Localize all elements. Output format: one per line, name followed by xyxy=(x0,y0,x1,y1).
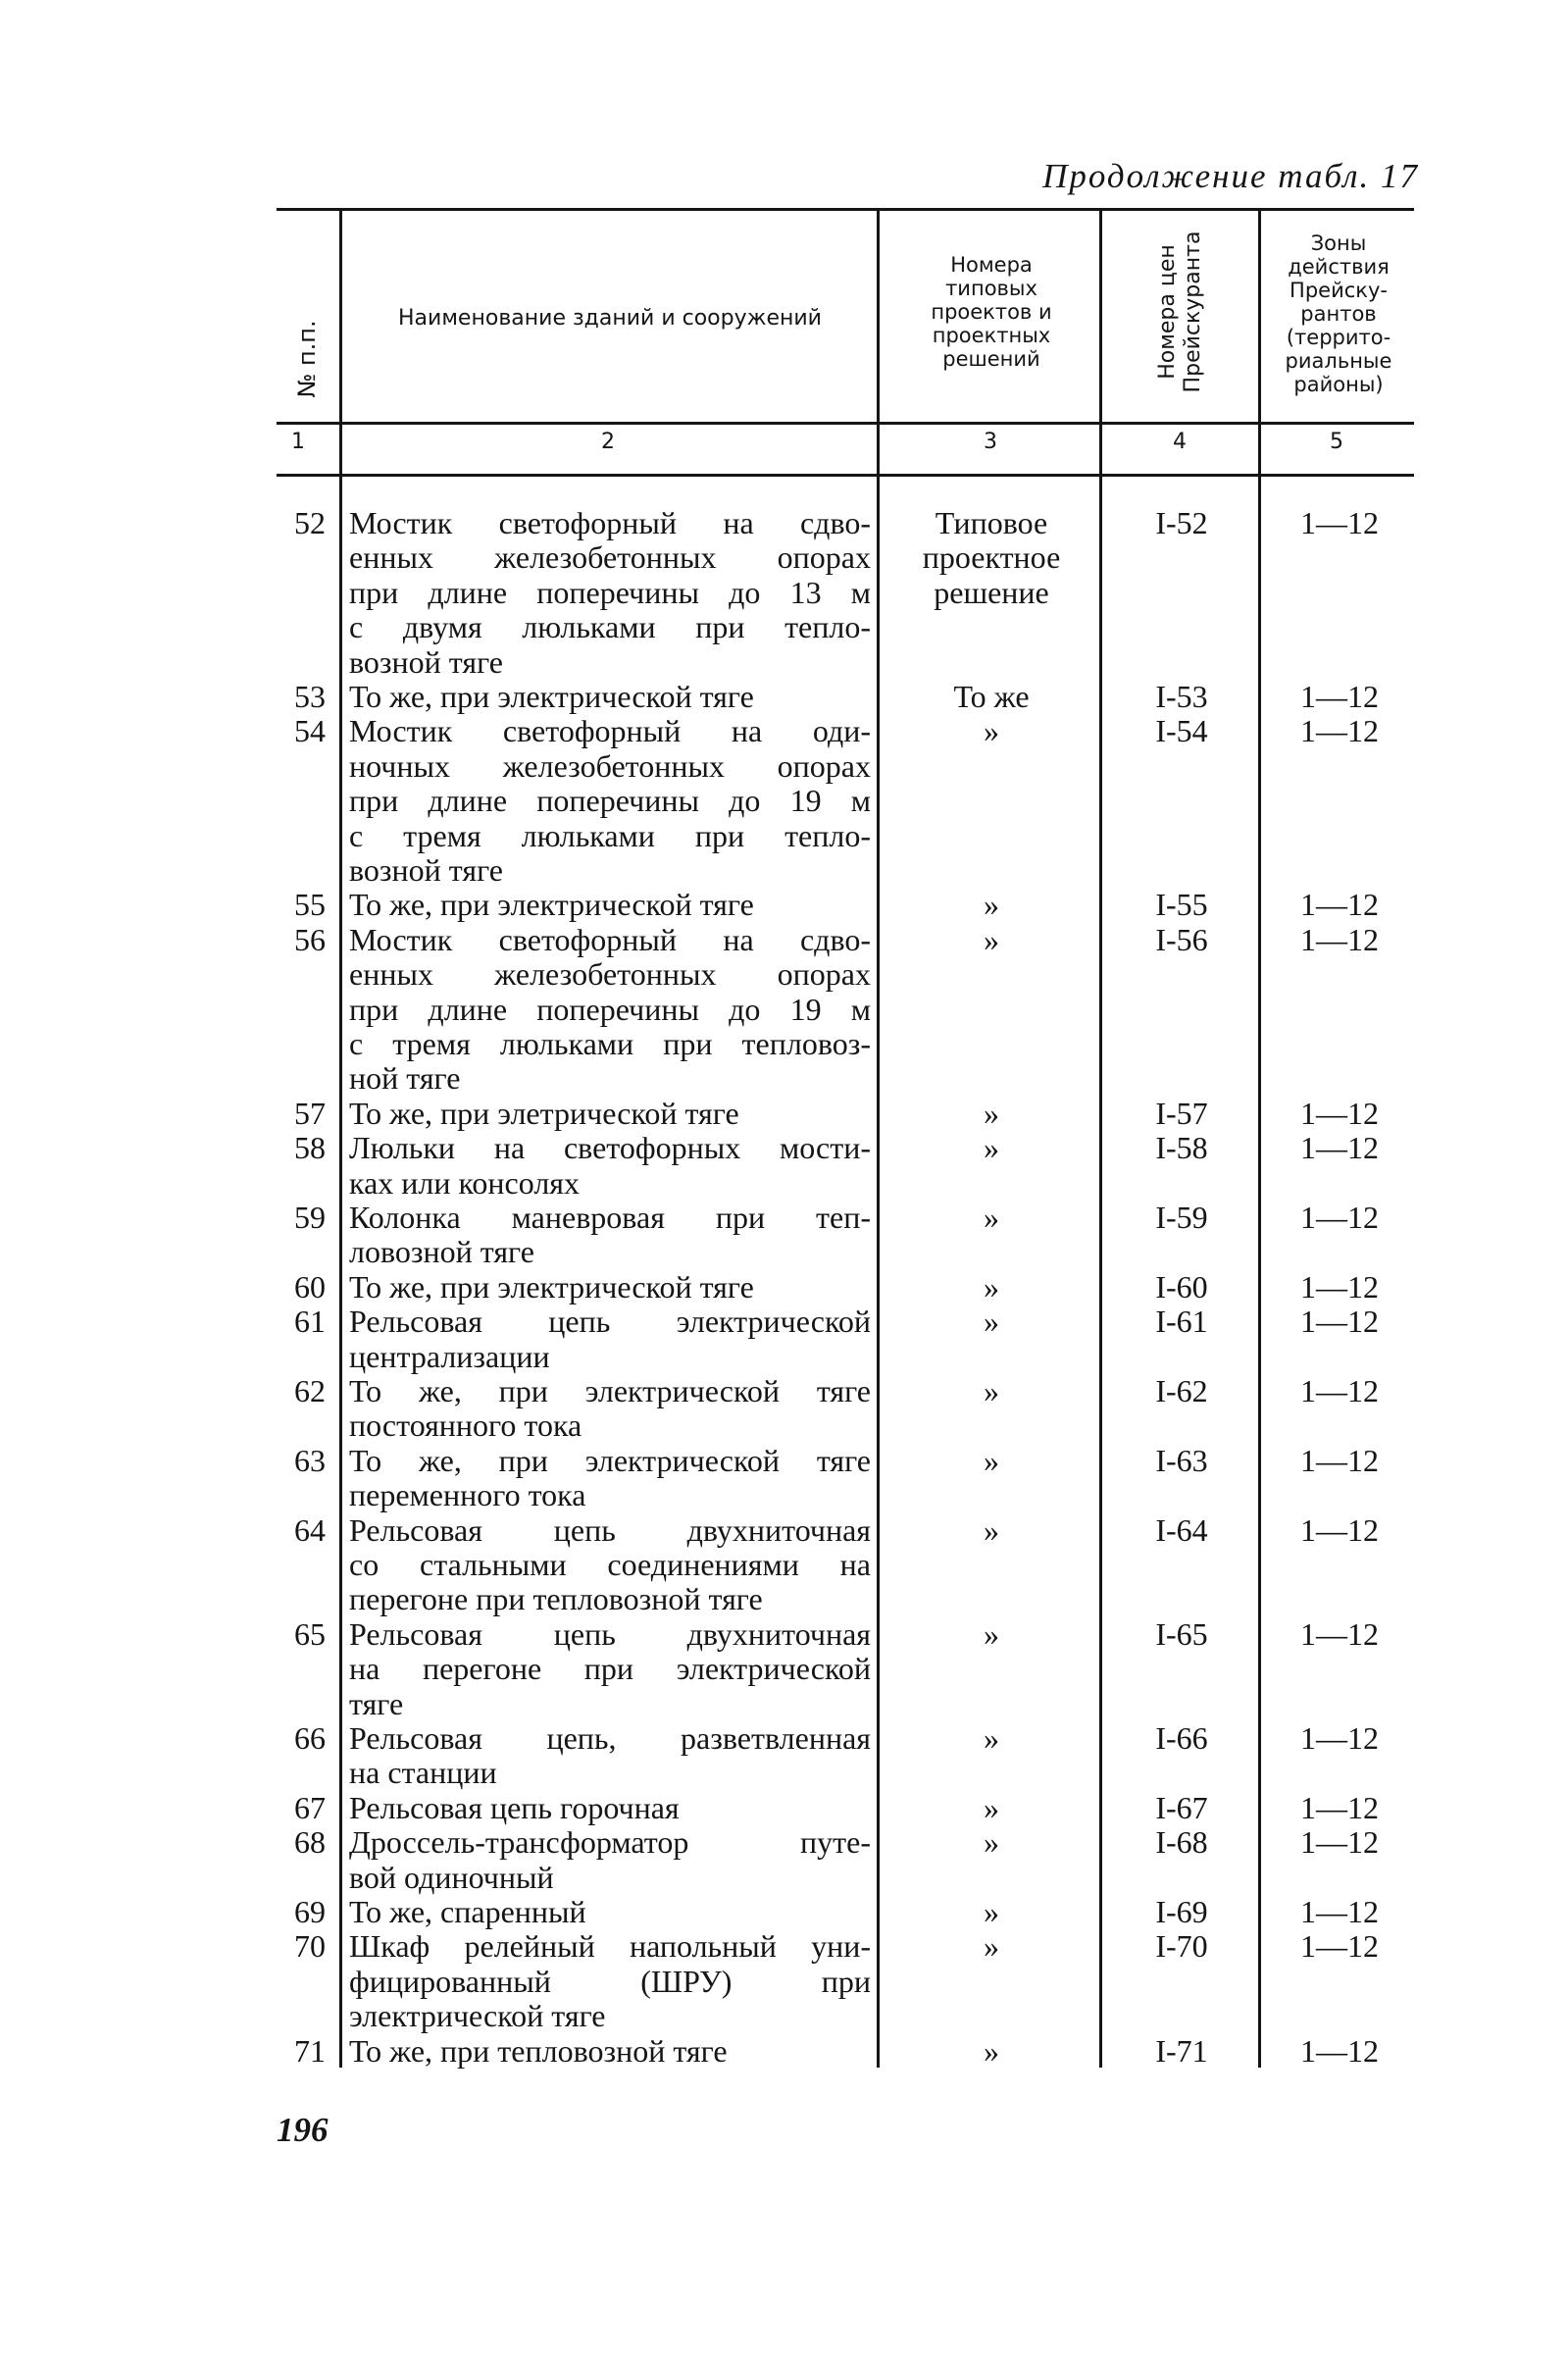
table-caption: Продолжение табл. 17 xyxy=(1042,157,1419,195)
project-ref-line: решение xyxy=(934,574,1049,610)
project-ref xyxy=(883,1444,1100,1478)
structure-name xyxy=(349,1721,871,1791)
structure-name xyxy=(349,1513,871,1617)
structure-name-line: на перегоне при электрической xyxy=(349,1651,871,1687)
price-number: I-71 xyxy=(1155,2032,1208,2069)
project-ref xyxy=(883,1825,1100,1860)
zones: 1—12 xyxy=(1300,1200,1379,1235)
structure-name-line: со стальными соединениями на xyxy=(349,1547,871,1582)
price-number: I-62 xyxy=(1155,1373,1208,1408)
structure-name-line: То же, при тепловозной тяге xyxy=(349,2032,728,2069)
project-ref-line: » xyxy=(984,1720,999,1756)
structure-name-line: Мостик светофорный на сдво- xyxy=(349,921,871,957)
row-number: 59 xyxy=(294,1200,326,1235)
zones: 1—12 xyxy=(1300,1720,1379,1756)
row-number: 63 xyxy=(294,1442,326,1478)
project-ref xyxy=(883,1513,1100,1548)
structure-name xyxy=(349,1791,871,1825)
zones: 1—12 xyxy=(1300,1928,1379,1965)
structure-name-line: централизации xyxy=(349,1338,550,1374)
price-number: I-64 xyxy=(1155,1511,1208,1548)
column-number: 3 xyxy=(984,430,997,454)
row-number: 69 xyxy=(294,1894,326,1929)
row-number: 65 xyxy=(294,1615,326,1652)
structure-name xyxy=(349,1131,871,1201)
structure-name xyxy=(349,1617,871,1721)
project-ref-line: » xyxy=(984,1789,999,1825)
project-ref-line: » xyxy=(984,1894,999,1929)
project-ref-line: » xyxy=(984,1200,999,1235)
structure-name xyxy=(349,714,871,888)
project-ref xyxy=(883,714,1100,748)
row-number: 66 xyxy=(294,1720,326,1756)
structure-name-line: перегоне при тепловозной тяге xyxy=(349,1581,763,1617)
structure-name xyxy=(349,2034,871,2069)
row-number: 60 xyxy=(294,1268,326,1304)
project-ref-line: » xyxy=(984,1095,999,1131)
structure-name-line: ночных железобетонных опорах xyxy=(349,747,871,784)
zones: 1—12 xyxy=(1300,1095,1379,1131)
price-number: I-61 xyxy=(1155,1304,1208,1340)
structure-name-line: Люльки на светофорных мости- xyxy=(349,1130,871,1166)
project-ref xyxy=(883,1721,1100,1756)
project-ref-line: » xyxy=(984,887,999,923)
structure-name xyxy=(349,923,871,1097)
structure-name xyxy=(349,1825,871,1895)
structure-name-line: фицированный (ШРУ) при xyxy=(349,1963,871,1999)
structure-name-line: с тремя люльками при тепло- xyxy=(349,817,871,853)
structure-name xyxy=(349,1304,871,1374)
structure-name-line: ной тяге xyxy=(349,1060,461,1097)
row-number: 62 xyxy=(294,1373,326,1408)
project-ref-line: » xyxy=(984,1373,999,1408)
structure-name-line: постоянного тока xyxy=(349,1407,582,1444)
project-ref-line: » xyxy=(984,1130,999,1166)
project-ref-line: » xyxy=(984,1928,999,1965)
project-ref xyxy=(883,1270,1100,1304)
zones: 1—12 xyxy=(1300,505,1379,540)
price-number: I-60 xyxy=(1155,1268,1208,1304)
zones: 1—12 xyxy=(1300,713,1379,749)
zones: 1—12 xyxy=(1300,1511,1379,1548)
row-number: 53 xyxy=(294,679,326,714)
zones: 1—12 xyxy=(1300,1824,1379,1861)
structure-name-line: То же, при электрической тяге xyxy=(349,1268,754,1304)
structure-name-line: Мостик светофорный на сдво- xyxy=(349,505,871,540)
structure-name-line: То же, спаренный xyxy=(349,1894,586,1929)
zones: 1—12 xyxy=(1300,1789,1379,1825)
price-number: I-55 xyxy=(1155,887,1208,923)
structure-name-line: с тремя люльками при тепловоз- xyxy=(349,1026,871,1062)
project-ref-line: проектное xyxy=(922,539,1061,576)
structure-name-line: Мостик светофорный на оди- xyxy=(349,713,871,749)
price-number: I-66 xyxy=(1155,1720,1208,1756)
structure-name-line: электрической тяге xyxy=(349,1998,606,2034)
price-number: I-65 xyxy=(1155,1615,1208,1652)
price-number: I-54 xyxy=(1155,713,1208,749)
project-ref xyxy=(883,1304,1100,1339)
structure-name-line: при длине поперечины до 19 м xyxy=(349,991,871,1027)
header-col5: Зоны действия Прейску- рантов (террито- риальные районы) xyxy=(1285,231,1392,396)
project-ref xyxy=(883,1791,1100,1825)
structure-name xyxy=(349,506,871,680)
project-ref xyxy=(883,1131,1100,1165)
column-number: 2 xyxy=(601,430,615,454)
project-ref-line: Типовое xyxy=(935,505,1048,540)
project-ref xyxy=(883,506,1100,610)
project-ref xyxy=(883,1617,1100,1652)
zones: 1—12 xyxy=(1300,921,1379,957)
structure-name-line: Шкаф релейный напольный уни- xyxy=(349,1928,871,1965)
column-number: 5 xyxy=(1330,430,1343,454)
price-number: I-58 xyxy=(1155,1130,1208,1166)
structure-name-line: Рельсовая цепь двухниточная xyxy=(349,1615,871,1652)
page-number: 196 xyxy=(277,2111,329,2149)
row-number: 61 xyxy=(294,1304,326,1340)
zones: 1—12 xyxy=(1300,1894,1379,1929)
structure-name-line: с двумя люльками при тепло- xyxy=(349,609,871,645)
price-number: I-56 xyxy=(1155,921,1208,957)
row-number: 68 xyxy=(294,1824,326,1861)
structure-name-line: при длине поперечины до 13 м xyxy=(349,574,871,610)
structure-name-line: ловозной тяге xyxy=(349,1234,534,1270)
project-ref-line: » xyxy=(984,713,999,749)
project-ref xyxy=(883,2034,1100,2069)
zones: 1—12 xyxy=(1300,1304,1379,1340)
project-ref xyxy=(883,1097,1100,1131)
row-number: 55 xyxy=(294,887,326,923)
price-number: I-68 xyxy=(1155,1824,1208,1861)
row-number: 57 xyxy=(294,1095,326,1131)
structure-name-line: Рельсовая цепь горочная xyxy=(349,1789,680,1825)
project-ref xyxy=(883,888,1100,922)
structure-name-line: То же, при электрической тяге xyxy=(349,887,754,923)
structure-name-line: енных железобетонных опорах xyxy=(349,539,871,576)
project-ref-line: » xyxy=(984,2032,999,2069)
zones: 1—12 xyxy=(1300,1373,1379,1408)
zones: 1—12 xyxy=(1300,887,1379,923)
structure-name-line: переменного тока xyxy=(349,1477,586,1513)
structure-name xyxy=(349,888,871,922)
row-number: 70 xyxy=(294,1928,326,1965)
project-ref-line: » xyxy=(984,1268,999,1304)
header-col1: № п.п. xyxy=(293,320,321,398)
project-ref-line: » xyxy=(984,1304,999,1340)
zones: 1—12 xyxy=(1300,1130,1379,1166)
column-number: 1 xyxy=(291,430,305,454)
price-number: I-52 xyxy=(1155,505,1208,540)
structure-name-line: вой одиночный xyxy=(349,1859,554,1895)
project-ref-line: » xyxy=(984,1824,999,1861)
header-col4: Номера цен Прейскуранта xyxy=(1155,230,1205,393)
project-ref xyxy=(883,1374,1100,1408)
structure-name xyxy=(349,1201,871,1270)
project-ref-line: » xyxy=(984,1615,999,1652)
project-ref-line: То же xyxy=(953,679,1030,714)
row-number: 56 xyxy=(294,921,326,957)
price-number: I-59 xyxy=(1155,1200,1208,1235)
column-number: 4 xyxy=(1173,430,1187,454)
row-number: 58 xyxy=(294,1130,326,1166)
structure-name-line: енных железобетонных опорах xyxy=(349,956,871,993)
price-number: I-69 xyxy=(1155,1894,1208,1929)
structure-name-line: возной тяге xyxy=(349,643,503,680)
structure-name xyxy=(349,1270,871,1304)
structure-name-line: Рельсовая цепь, разветвленная xyxy=(349,1720,871,1756)
structure-name-line: Рельсовая цепь двухниточная xyxy=(349,1511,871,1548)
zones: 1—12 xyxy=(1300,679,1379,714)
structure-name-line: Рельсовая цепь электрической xyxy=(349,1304,871,1340)
row-number: 52 xyxy=(294,505,326,540)
structure-name xyxy=(349,1895,871,1929)
structure-name-line: возной тяге xyxy=(349,852,503,889)
zones: 1—12 xyxy=(1300,1268,1379,1304)
structure-name-line: ках или консолях xyxy=(349,1164,580,1201)
structure-name xyxy=(349,680,871,714)
price-number: I-70 xyxy=(1155,1928,1208,1965)
price-number: I-57 xyxy=(1155,1095,1208,1131)
row-number: 67 xyxy=(294,1789,326,1825)
structure-name xyxy=(349,1444,871,1513)
price-number: I-53 xyxy=(1155,679,1208,714)
project-ref xyxy=(883,1929,1100,1964)
header-col2: Наименование зданий и сооружений xyxy=(398,306,822,331)
project-ref-line: » xyxy=(984,1511,999,1548)
project-ref xyxy=(883,923,1100,957)
zones: 1—12 xyxy=(1300,1442,1379,1478)
structure-name-line: на станции xyxy=(349,1755,497,1791)
structure-name xyxy=(349,1097,871,1131)
structure-name xyxy=(349,1374,871,1444)
project-ref xyxy=(883,680,1100,714)
project-ref-line: » xyxy=(984,921,999,957)
structure-name-line: То же, при электрической тяге xyxy=(349,679,754,714)
structure-name-line: То же, при электрической тяге xyxy=(349,1442,871,1478)
structure-name-line: То же, при электрической тяге xyxy=(349,1373,871,1408)
row-number: 54 xyxy=(294,713,326,749)
structure-name-line: тяге xyxy=(349,1685,404,1721)
project-ref xyxy=(883,1201,1100,1235)
structure-name-line: при длине поперечины до 19 м xyxy=(349,783,871,819)
price-number: I-67 xyxy=(1155,1789,1208,1825)
row-number: 64 xyxy=(294,1511,326,1548)
structure-name-line: То же, при элетрической тяге xyxy=(349,1095,739,1131)
project-ref xyxy=(883,1895,1100,1929)
header-col3: Номера типовых проектов и проектных решений xyxy=(931,253,1052,371)
price-number: I-63 xyxy=(1155,1442,1208,1478)
project-ref-line: » xyxy=(984,1442,999,1478)
structure-name-line: Дроссель-трансформатор путе- xyxy=(349,1824,871,1861)
structure-name-line: Колонка маневровая при теп- xyxy=(349,1200,871,1235)
structure-name xyxy=(349,1929,871,2033)
row-number: 71 xyxy=(294,2032,326,2069)
zones: 1—12 xyxy=(1300,2032,1379,2069)
zones: 1—12 xyxy=(1300,1615,1379,1652)
